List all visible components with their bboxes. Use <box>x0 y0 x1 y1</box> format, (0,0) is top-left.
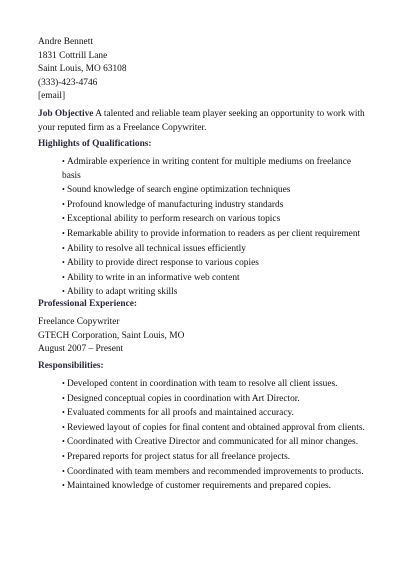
bullet-icon: • <box>62 422 65 432</box>
qualification-item <box>62 155 367 183</box>
bullet-icon: • <box>62 228 65 238</box>
qualification-item <box>62 242 367 257</box>
bullet-icon: • <box>62 214 65 224</box>
bullet-icon: • <box>62 451 65 461</box>
responsibility-item <box>62 392 372 407</box>
bullet-icon: • <box>62 466 65 476</box>
qualification-item-text: Ability to adapt writing skills <box>67 287 178 298</box>
qualification-item <box>62 256 367 271</box>
job-objective-label: Job Objective <box>38 109 94 119</box>
experience-block <box>38 316 184 357</box>
qualification-item <box>62 212 367 227</box>
job-title: Freelance Copywriter <box>38 317 120 327</box>
bullet-icon: • <box>62 287 65 297</box>
bullet-icon: • <box>62 157 65 166</box>
job-objective <box>38 108 368 135</box>
bullet-icon: • <box>62 258 65 268</box>
responsibilities-heading: Responsibilities: <box>38 361 104 371</box>
qualifications-heading: Highlights of Qualifications: <box>38 139 152 149</box>
bullet-icon: • <box>62 408 65 418</box>
bullet-icon: • <box>62 437 65 447</box>
qualification-item-text: Remarkable ability to provide information to readers as per client requirement <box>67 228 361 239</box>
responsibility-item <box>62 421 372 436</box>
job-dates: August 2007 – Present <box>38 344 124 355</box>
responsibility-item <box>62 406 372 421</box>
responsibility-item <box>62 450 372 465</box>
qualification-item-text: Ability to write in an informative web content <box>67 272 240 283</box>
responsibility-item-text: Reviewed layout of copies for final content and obtained approval from clients. <box>67 422 365 433</box>
responsibility-item-text: Evaluated comments for all proofs and maintained accuracy. <box>67 408 294 419</box>
contact-phone: (333)-423-4746 <box>38 77 98 88</box>
contact-city: Saint Louis, MO 63108 <box>38 64 127 75</box>
responsibility-item <box>62 377 372 392</box>
qualification-item-text: Exceptional ability to perform research on various topics <box>67 214 281 225</box>
job-objective-text: A talented and reliable team player seeking an opportunity to work with your reputed firm as a Freelance Copywriter. <box>38 109 365 133</box>
bullet-icon: • <box>62 243 65 253</box>
qualification-item-text: Profound knowledge of manufacturing industry standards <box>67 199 284 210</box>
company: GTECH Corporation, Saint Louis, MO <box>38 330 185 341</box>
qualification-item <box>62 271 367 286</box>
contact-email: [email] <box>38 91 66 102</box>
contact-name: Andre Bennett <box>38 37 93 47</box>
bullet-icon: • <box>62 185 65 195</box>
bullet-icon: • <box>62 199 65 209</box>
qualification-item-text: Sound knowledge of search engine optimization techniques <box>67 185 291 196</box>
responsibility-item-text: Coordinated with team members and recommended improvements to products. <box>67 466 364 477</box>
qualification-item <box>62 198 367 213</box>
bullet-icon: • <box>62 379 65 388</box>
contact-street: 1831 Cottrill Lane <box>38 50 108 61</box>
qualification-item-text: Admirable experience in writing content for multiple mediums on freelance basis <box>62 157 352 181</box>
responsibility-item <box>62 465 372 480</box>
qualification-item <box>62 227 367 242</box>
experience-heading: Professional Experience: <box>38 299 138 309</box>
responsibilities-list <box>62 377 372 494</box>
contact-block <box>38 36 127 104</box>
qualification-item-text: Ability to provide direct response to various copies <box>67 258 259 269</box>
responsibility-item <box>62 435 372 450</box>
qualification-item <box>62 183 367 198</box>
responsibility-item-text: Coordinated with Creative Director and communicated for all minor changes. <box>67 437 359 448</box>
bullet-icon: • <box>62 272 65 282</box>
responsibility-item <box>62 479 372 494</box>
bullet-icon: • <box>62 393 65 403</box>
qualification-item-text: Ability to resolve all technical issues efficiently <box>67 243 246 254</box>
responsibility-item-text: Designed conceptual copies in coordination with Art Director. <box>67 393 300 404</box>
responsibility-item-text: Prepared reports for project status for all freelance projects. <box>67 451 291 462</box>
qualifications-list <box>62 155 367 300</box>
responsibility-item-text: Developed content in coordination with team to resolve all client issues. <box>67 379 338 389</box>
bullet-icon: • <box>62 481 65 491</box>
responsibility-item-text: Maintained knowledge of customer requirements and prepared copies. <box>67 481 331 492</box>
